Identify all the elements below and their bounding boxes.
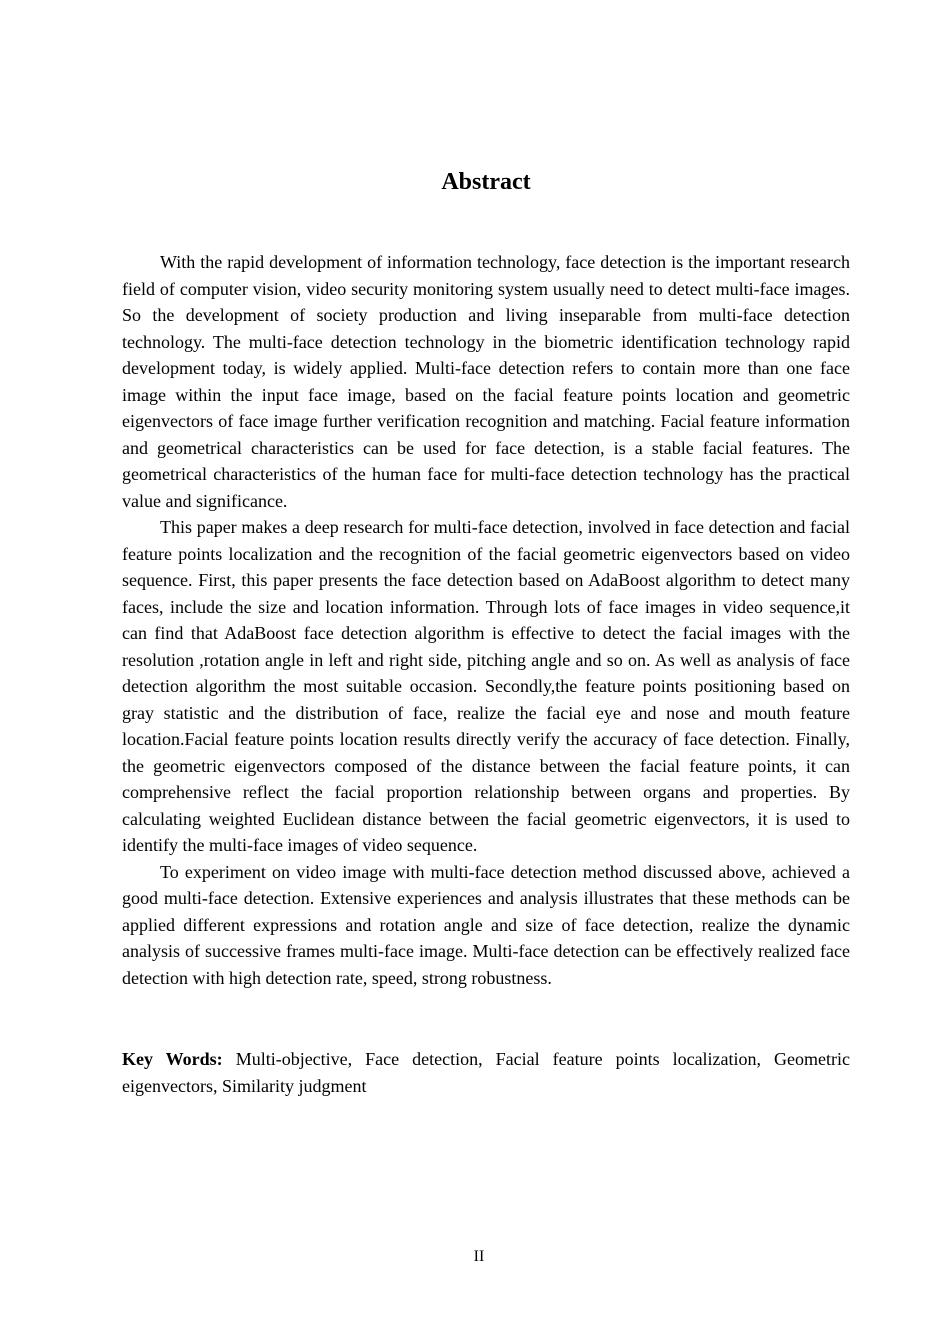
abstract-body [122, 249, 850, 991]
abstract-title: Abstract [441, 169, 531, 195]
abstract-paragraph-1: With the rapid development of information technology, face detection is the important research field of computer vision, video security monitoring system usually need to detect multi-face images. So the development of society production and living inseparable from multi-face detection technology. The multi-face detection technology in the biometric identification technology rapid development today, is widely applied. Multi-face detection refers to contain more than one face image within the input face image, based on the facial feature points location and geometric eigenvectors of face image further verification recognition and matching. Facial feature information and geometrical characteristics can be used for face detection, is a stable facial features. The geometrical characteristics of the human face for multi-face detection technology has the practical value and significance. [122, 252, 850, 511]
keywords-label: Key Words: [122, 1049, 223, 1069]
keywords-text: Multi-objective, Face detection, Facial feature points localization, Geometric eigenvectors, Similarity judgment [122, 1049, 851, 1096]
keywords-line [122, 1046, 850, 1099]
page-number: II [473, 1248, 485, 1265]
abstract-paragraph-3: To experiment on video image with multi-face detection method discussed above, achieved a good multi-face detection. Extensive experiences and analysis illustrates that these methods can be applied different expressions and rotation angle and size of face detection, realize the dynamic analysis of successive frames multi-face image. Multi-face detection can be effectively realized face detection with high detection rate, speed, strong robustness. [122, 861, 850, 988]
abstract-paragraph-2: This paper makes a deep research for multi-face detection, involved in face detection and facial feature points localization and the recognition of the facial geometric eigenvectors based on video sequence. First, this paper presents the face detection based on AdaBoost algorithm to detect many faces, include the size and location information. Through lots of face images in video sequence,it can find that AdaBoost face detection algorithm is effective to detect the facial images with the resolution ,rotation angle in left and right side, pitching angle and so on. As well as analysis of face detection algorithm the most suitable occasion. Secondly,the feature points positioning based on gray statistic and the distribution of face, realize the facial eye and nose and mouth feature location.Facial feature points location results directly verify the accuracy of face detection. Finally, the geometric eigenvectors composed of the distance between the facial feature points, it can comprehensive reflect the facial proportion relationship between organs and properties. By calculating weighted Euclidean distance between the facial geometric eigenvectors, it is used to identify the multi-face images of video sequence. [122, 517, 850, 855]
